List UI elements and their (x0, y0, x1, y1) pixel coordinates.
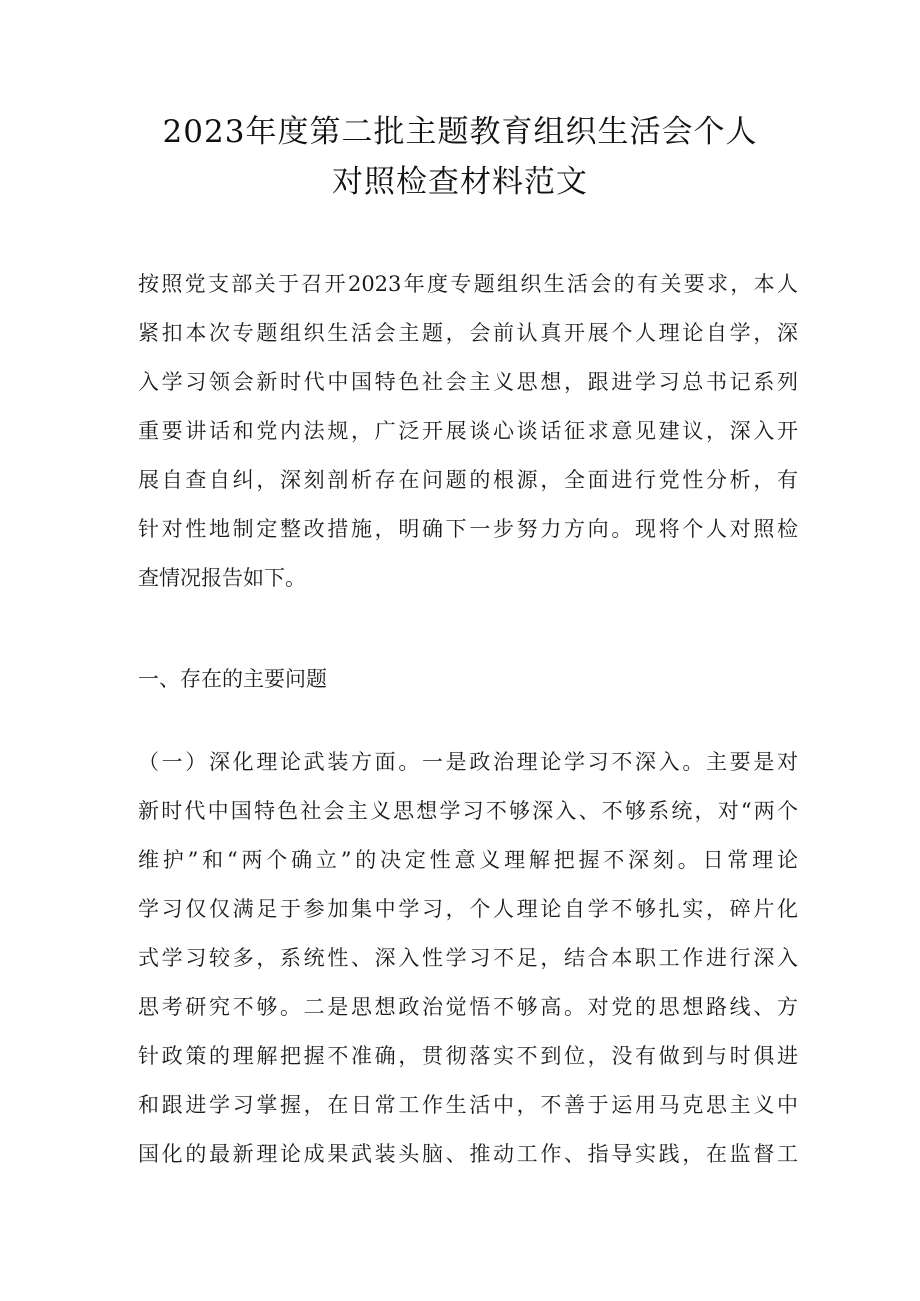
intro-line: 查情况报告如下。 (138, 566, 306, 590)
document-title-line-1: 2023年度第二批主题教育组织生活会个人 (162, 114, 758, 150)
intro-line: 重要讲话和党内法规，广泛开展谈心谈话征求意见建议，深入开 (138, 419, 798, 443)
body-line: 新时代中国特色社会主义思想学习不够深入、不够系统，对“两个 (138, 799, 798, 823)
body-line: 针政策的理解把握不准确，贯彻落实不到位，没有做到与时俱进 (138, 1044, 798, 1068)
body-line: 维护”和“两个确立”的决定性意义理解把握不深刻。日常理论 (138, 848, 798, 872)
section-heading: 一、存在的主要问题 (138, 667, 327, 691)
document-title-line-2: 对照检查材料范文 (332, 164, 588, 200)
body-line: 学习仅仅满足于参加集中学习，个人理论自学不够扎实，碎片化 (138, 897, 798, 921)
intro-line: 按照党支部关于召开2023年度专题组织生活会的有关要求，本人 (138, 272, 798, 296)
intro-line: 针对性地制定整改措施，明确下一步努力方向。现将个人对照检 (138, 517, 798, 541)
body-paragraph (138, 738, 798, 1179)
body-line: （一）深化理论武装方面。一是政治理论学习不深入。主要是对 (138, 750, 798, 774)
body-line: 和跟进学习掌握，在日常工作生活中，不善于运用马克思主义中 (138, 1093, 798, 1117)
body-line: 式学习较多，系统性、深入性学习不足，结合本职工作进行深入 (138, 946, 798, 970)
intro-line: 展自查自纠，深刻剖析存在问题的根源，全面进行党性分析，有 (138, 468, 798, 492)
intro-line: 入学习领会新时代中国特色社会主义思想，跟进学习总书记系列 (138, 370, 798, 394)
body-line: 思考研究不够。二是思想政治觉悟不够高。对党的思想路线、方 (138, 995, 798, 1019)
intro-line: 紧扣本次专题组织生活会主题，会前认真开展个人理论自学，深 (138, 321, 798, 345)
intro-paragraph (138, 260, 798, 603)
body-line: 国化的最新理论成果武装头脑、推动工作、指导实践，在监督工 (138, 1142, 798, 1166)
